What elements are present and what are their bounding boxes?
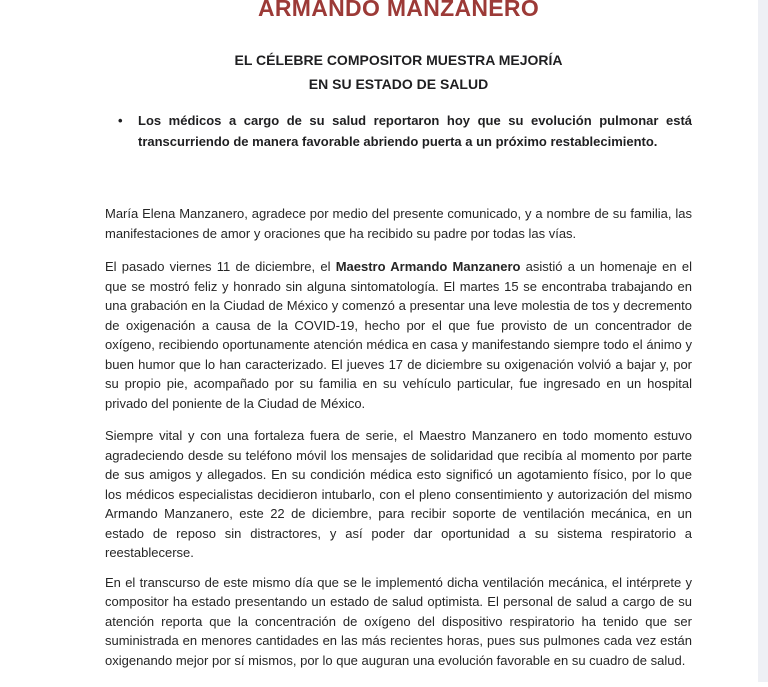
- subtitle-line-2: EN SU ESTADO DE SALUD: [308, 76, 489, 92]
- paragraph-timeline: [105, 257, 692, 413]
- subtitle-line-1: EL CÉLEBRE COMPOSITOR MUESTRA MEJORÍA: [234, 52, 563, 68]
- bullet-item-text: Los médicos a cargo de su salud reportaron hoy que su evolución pulmonar está transcurriendo de manera favorable abriendo puerta a un próximo restablecimiento.: [138, 113, 692, 149]
- maestro-name-bold: Maestro Armando Manzanero: [335, 259, 521, 274]
- paragraph-timeline-rest: asistió a un homenaje en el que se mostró feliz y honrado sin alguna sintomatología. El martes 15 se encontraba trabajando en una grabación en la Ciudad de México y comenzó a presentar una leve molestia de tos y decremento de oxigenación a causa de la COVID-19, hecho por el que fue provisto de un concentrador de oxígeno, recibiendo oportunamente atención médica en casa y manifestando siempre todo el ánimo y buen humor que lo han caracterizado. El jueves 17 de diciembre su oxigenación volvió a bajar y, por su propio pie, acompañado por su familia en su vehículo particular, fue ingresado en un hospital privado del poniente de la Ciudad de México.: [105, 259, 692, 411]
- bullet-icon: •: [118, 113, 123, 128]
- document-subtitle: [105, 48, 692, 96]
- paragraph-timeline-start: El pasado viernes 11 de diciembre, el: [105, 259, 336, 274]
- bullet-list-item: [105, 110, 692, 152]
- paragraph-acknowledgement: María Elena Manzanero, agradece por medio del presente comunicado, y a nombre de su familia, las manifestaciones de amor y oraciones que ha recibido su padre por todas las vías.: [105, 206, 692, 241]
- paragraph-intubation: Siempre vital y con una fortaleza fuera de serie, el Maestro Manzanero en todo momento estuvo agradeciendo desde su teléfono móvil los mensajes de solidaridad que recibía al momento por parte de sus amigos y allegados. En su condición médica esto significó un agotamiento físico, por lo que los médicos especialistas decidieron intubarlo, con el pleno consentimiento y autorización del mismo Armando Manzanero, este 22 de diciembre, para recibir soporte de ventilación mecánica, en un estado de reposo sin distractores, y así poder dar oportunidad a su sistema respiratorio a reestablecerse.: [105, 428, 692, 560]
- paragraph-recovery: En el transcurso de este mismo día que se le implementó dicha ventilación mecánica, el intérprete y compositor ha estado presentando un estado de salud optimista. El personal de salud a cargo de su atención reporta que la concentración de oxígeno del dispositivo respiratorio ha tenido que ser suministrada en menores cantidades en las más recientes horas, pues sus pulmones cada vez están oxigenando mejor por sí mismos, por lo que auguran una evolución favorable en su cuadro de salud.: [105, 574, 692, 668]
- document-title: ARMANDO MANZANERO: [257, 0, 540, 21]
